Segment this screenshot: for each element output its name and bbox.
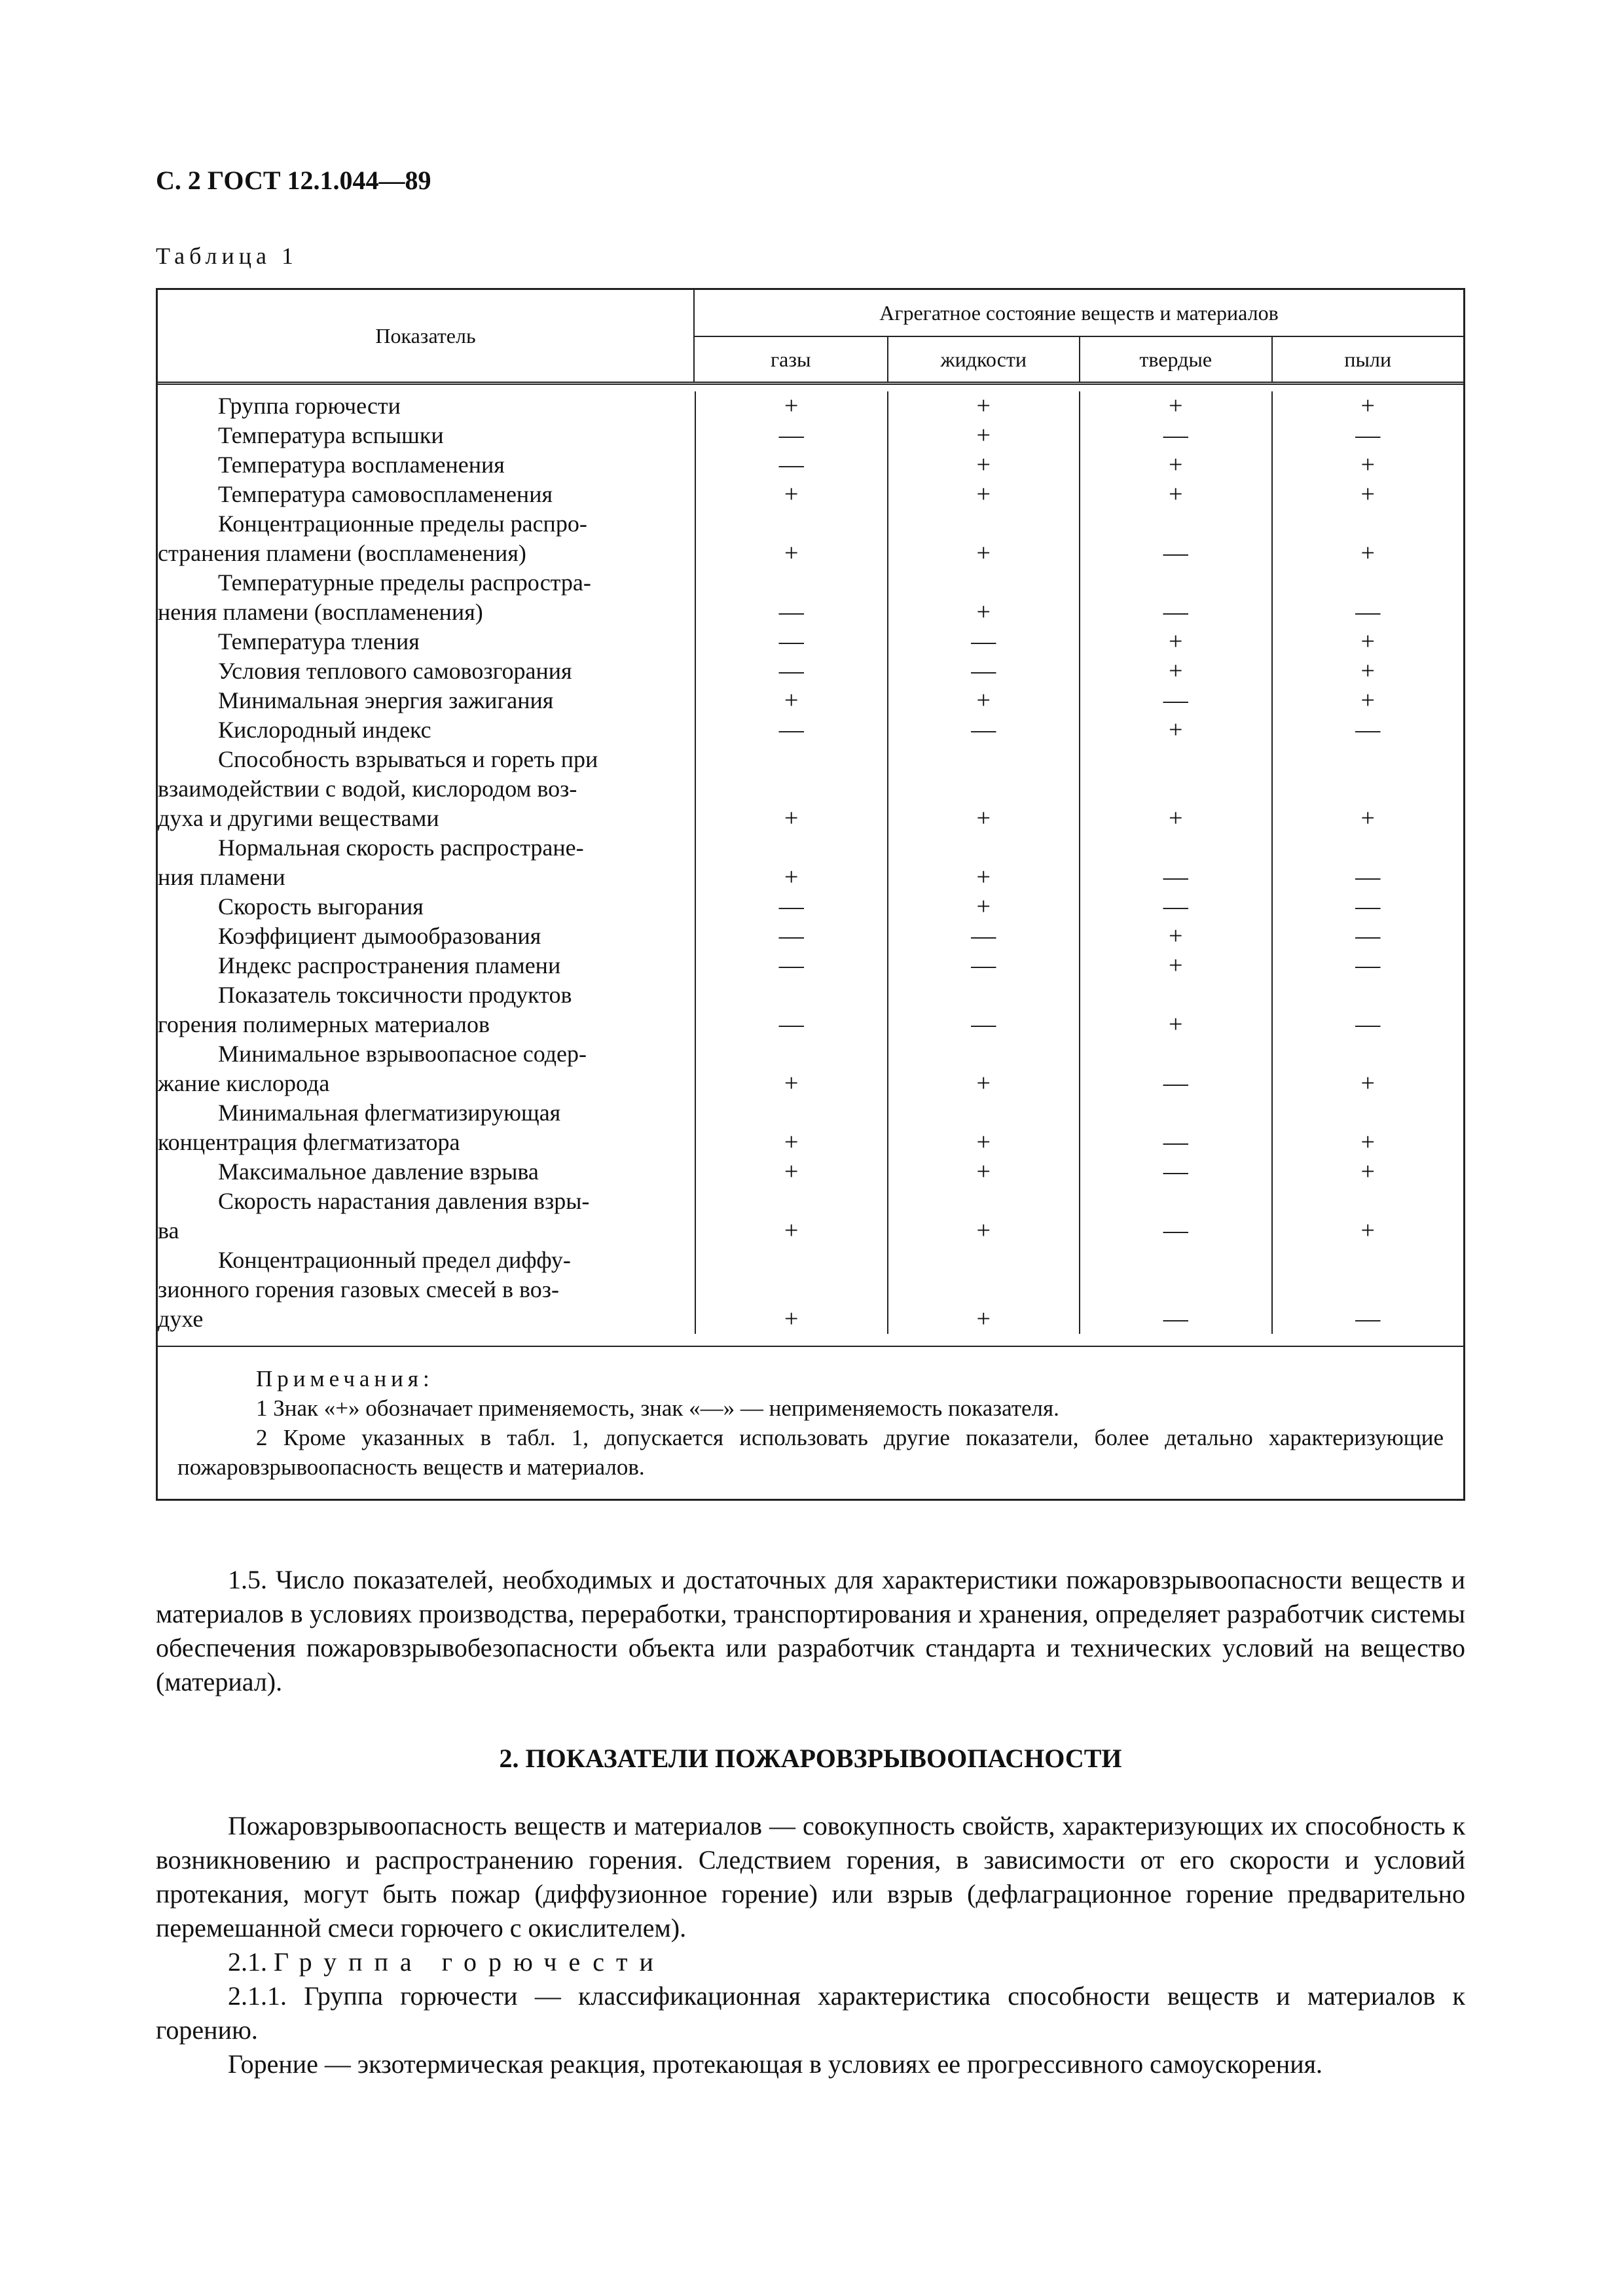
applicable-mark: + bbox=[1360, 628, 1375, 655]
applicable-mark: + bbox=[976, 863, 991, 891]
applicable-mark: + bbox=[1360, 539, 1375, 567]
table-header bbox=[158, 290, 1463, 385]
dusts-column bbox=[1271, 391, 1464, 1334]
note-1: 1 Знак «+» обозначает применяемость, знак «—» — неприменяемость показателя. bbox=[256, 1395, 1059, 1421]
applicable-mark: + bbox=[1360, 1128, 1375, 1156]
applicable-mark: + bbox=[976, 893, 991, 920]
applicable-mark: + bbox=[976, 480, 991, 508]
applicable-mark: + bbox=[1169, 392, 1183, 420]
indicator-line: горения полимерных материалов bbox=[158, 1011, 490, 1037]
indicator-line: Скорость нарастания давления взры- bbox=[218, 1188, 590, 1214]
indicator-line: ния пламени bbox=[158, 864, 285, 890]
indicator-line: Минимальное взрывоопасное содер- bbox=[218, 1041, 587, 1067]
applicable-mark: + bbox=[784, 863, 799, 891]
indicator-name bbox=[158, 391, 670, 421]
indicator-line: Условия теплового самовозгорания bbox=[218, 658, 572, 684]
table-body bbox=[158, 385, 1463, 1346]
applicable-mark: + bbox=[976, 539, 991, 567]
applicable-mark: + bbox=[1169, 480, 1183, 508]
paragraph-2-1-1: 2.1.1. Группа горючести — классификационная характеристика способности веществ и материалов к горению. bbox=[156, 1981, 1465, 2045]
not-applicable-mark: — bbox=[1355, 893, 1381, 920]
indicator-line: Коэффициент дымообразования bbox=[218, 923, 541, 949]
header-aggregate-state: Агрегатное состояние веществ и материалов bbox=[695, 290, 1463, 337]
not-applicable-mark: — bbox=[1163, 1217, 1188, 1244]
indicator-line: духа и другими веществами bbox=[158, 805, 439, 831]
applicable-mark: + bbox=[1169, 952, 1183, 979]
applicable-mark: + bbox=[1169, 804, 1183, 832]
liquids-column bbox=[887, 391, 1080, 1334]
not-applicable-mark: — bbox=[778, 1011, 804, 1038]
applicable-mark: + bbox=[976, 1217, 991, 1244]
applicable-mark: + bbox=[1360, 1069, 1375, 1097]
applicable-mark: + bbox=[784, 480, 799, 508]
applicable-mark: + bbox=[976, 1069, 991, 1097]
paragraph-section-2-intro: Пожаровзрывоопасность веществ и материалов — совокупность свойств, характеризующих их способность к возникновению и распространению горения. Следствием горения, в зависимости от его скорости и условий протекания, могут быть пожар (диффузионное горение) или взрыв (дефлаграционное горение предварительно перемешанной смеси горючего с окислителем). bbox=[156, 1811, 1465, 1943]
indicator-line: Показатель токсичности продуктов bbox=[218, 982, 572, 1008]
not-applicable-mark: — bbox=[1163, 1305, 1188, 1333]
indicator-line: нения пламени (воспламенения) bbox=[158, 599, 483, 625]
applicable-mark: + bbox=[1169, 657, 1183, 685]
indicator-line: концентрация флегматизатора bbox=[158, 1129, 460, 1155]
indicator-line: Минимальная энергия зажигания bbox=[218, 687, 554, 713]
applicable-mark: + bbox=[784, 1069, 799, 1097]
applicable-mark: + bbox=[976, 392, 991, 420]
applicable-mark: + bbox=[1360, 392, 1375, 420]
section-title: 2. ПОКАЗАТЕЛИ ПОЖАРОВЗРЫВООПАСНОСТИ bbox=[499, 1744, 1122, 1773]
indicator-name bbox=[158, 568, 670, 627]
not-applicable-mark: — bbox=[1163, 422, 1188, 449]
applicable-mark: + bbox=[976, 1158, 991, 1185]
header-indicator: Показатель bbox=[158, 290, 695, 382]
applicable-mark: + bbox=[1360, 687, 1375, 714]
indicator-line: Температурные пределы распростра- bbox=[218, 569, 591, 596]
indicator-name bbox=[158, 656, 670, 686]
table-caption: Таблица 1 bbox=[156, 243, 298, 269]
header-dusts: пыли bbox=[1271, 337, 1464, 382]
applicable-mark: + bbox=[1169, 1011, 1183, 1038]
not-applicable-mark: — bbox=[1355, 422, 1381, 449]
header-columns bbox=[695, 337, 1463, 382]
applicable-mark: + bbox=[1169, 716, 1183, 744]
not-applicable-mark: — bbox=[1163, 893, 1188, 920]
indicator-line: Скорость выгорания bbox=[218, 893, 424, 920]
indicator-name bbox=[158, 833, 670, 892]
paragraph-1-5: 1.5. Число показателей, необходимых и достаточных для характеристики пожаровзрывоопасности веществ и материалов в условиях производства, переработки, транспортирования и хранения, определяет разработчик системы обеспечения пожаровзрывобезопасности объекта или разработчик стандарта и технических условий на вещество (материал). bbox=[156, 1565, 1465, 1696]
indicator-line: Способность взрываться и гореть при bbox=[218, 746, 598, 772]
applicable-mark: + bbox=[1360, 1217, 1375, 1244]
indicator-line: духе bbox=[158, 1306, 204, 1332]
applicable-mark: + bbox=[976, 804, 991, 832]
not-applicable-mark: — bbox=[1355, 1011, 1381, 1038]
indicator-line: Температура воспламенения bbox=[218, 452, 505, 478]
applicable-mark: + bbox=[1169, 451, 1183, 478]
not-applicable-mark: — bbox=[971, 922, 996, 950]
indicator-line: Концентрационные пределы распро- bbox=[218, 511, 587, 537]
not-applicable-mark: — bbox=[778, 893, 804, 920]
not-applicable-mark: — bbox=[1355, 598, 1381, 626]
indicator-name bbox=[158, 627, 670, 656]
indicator-name bbox=[158, 450, 670, 480]
applicable-mark: + bbox=[1360, 804, 1375, 832]
indicator-line: Температура вспышки bbox=[218, 422, 444, 448]
indicator-name bbox=[158, 686, 670, 715]
indicator-name bbox=[158, 892, 670, 922]
applicable-mark: + bbox=[784, 804, 799, 832]
not-applicable-mark: — bbox=[1355, 922, 1381, 950]
indicator-name bbox=[158, 480, 670, 509]
indicator-line: Группа горючести bbox=[218, 393, 401, 419]
indicator-line: Температура самовоспламенения bbox=[218, 481, 553, 507]
applicable-mark: + bbox=[784, 1305, 799, 1333]
indicator-line: странения пламени (воспламенения) bbox=[158, 540, 526, 566]
not-applicable-mark: — bbox=[1163, 539, 1188, 567]
indicator-name bbox=[158, 951, 670, 980]
not-applicable-mark: — bbox=[1355, 1305, 1381, 1333]
applicable-mark: + bbox=[1360, 1158, 1375, 1185]
not-applicable-mark: — bbox=[1163, 1158, 1188, 1185]
not-applicable-mark: — bbox=[778, 451, 804, 478]
applicable-mark: + bbox=[976, 598, 991, 626]
note-2: 2 Кроме указанных в табл. 1, допускается использовать другие показатели, более детально характеризующие пожаровзрывоопасность веществ и материалов. bbox=[177, 1425, 1444, 1480]
not-applicable-mark: — bbox=[1355, 716, 1381, 744]
not-applicable-mark: — bbox=[1163, 1069, 1188, 1097]
page-header: С. 2 ГОСТ 12.1.044—89 bbox=[156, 166, 431, 195]
header-state-group bbox=[695, 290, 1463, 382]
indicator-line: ва bbox=[158, 1217, 179, 1244]
not-applicable-mark: — bbox=[971, 657, 996, 685]
indicator-name bbox=[158, 1187, 670, 1246]
not-applicable-mark: — bbox=[1163, 598, 1188, 626]
not-applicable-mark: — bbox=[971, 952, 996, 979]
not-applicable-mark: — bbox=[1163, 863, 1188, 891]
applicable-mark: + bbox=[976, 687, 991, 714]
indicator-name bbox=[158, 715, 670, 745]
not-applicable-mark: — bbox=[971, 628, 996, 655]
indicator-line: Температура тления bbox=[218, 628, 420, 655]
indicator-line: взаимодействии с водой, кислородом воз- bbox=[158, 776, 577, 802]
applicable-mark: + bbox=[976, 1305, 991, 1333]
not-applicable-mark: — bbox=[971, 716, 996, 744]
not-applicable-mark: — bbox=[971, 1011, 996, 1038]
applicable-mark: + bbox=[784, 1217, 799, 1244]
indicator-name bbox=[158, 1246, 670, 1334]
applicable-mark: + bbox=[976, 451, 991, 478]
header-gases: газы bbox=[771, 347, 811, 371]
indicator-name bbox=[158, 1098, 670, 1157]
indicator-name bbox=[158, 922, 670, 951]
not-applicable-mark: — bbox=[778, 598, 804, 626]
indicator-name bbox=[158, 1157, 670, 1187]
not-applicable-mark: — bbox=[778, 657, 804, 685]
not-applicable-mark: — bbox=[778, 716, 804, 744]
indicator-name bbox=[158, 980, 670, 1039]
applicable-mark: + bbox=[784, 392, 799, 420]
header-liquids: жидкости bbox=[887, 337, 1080, 382]
header-solids: твердые bbox=[1079, 337, 1271, 382]
not-applicable-mark: — bbox=[1163, 1128, 1188, 1156]
indicator-name bbox=[158, 421, 670, 450]
indicator-line: Максимальное давление взрыва bbox=[218, 1158, 539, 1185]
applicable-mark: + bbox=[1169, 628, 1183, 655]
applicable-mark: + bbox=[1360, 451, 1375, 478]
gases-column bbox=[695, 391, 887, 1334]
subsection-heading bbox=[228, 1945, 665, 1979]
applicable-mark: + bbox=[976, 422, 991, 449]
applicable-mark: + bbox=[784, 687, 799, 714]
indicator-name bbox=[158, 1039, 670, 1098]
not-applicable-mark: — bbox=[778, 952, 804, 979]
notes-title: Примечания: bbox=[256, 1366, 434, 1391]
indicator-line: Нормальная скорость распростране- bbox=[218, 834, 584, 861]
subsection-title: Группа горючести bbox=[274, 1947, 665, 1977]
indicators-table bbox=[156, 288, 1465, 1501]
applicable-mark: + bbox=[784, 1158, 799, 1185]
table-notes bbox=[158, 1346, 1463, 1499]
not-applicable-mark: — bbox=[778, 422, 804, 449]
indicator-line: Кислородный индекс bbox=[218, 717, 431, 743]
indicator-line: Индекс распространения пламени bbox=[218, 952, 561, 978]
not-applicable-mark: — bbox=[1355, 863, 1381, 891]
applicable-mark: + bbox=[1360, 480, 1375, 508]
indicator-line: Минимальная флегматизирующая bbox=[218, 1100, 561, 1126]
subsection-number: 2.1. bbox=[228, 1947, 267, 1977]
indicator-name bbox=[158, 745, 670, 833]
not-applicable-mark: — bbox=[1163, 687, 1188, 714]
applicable-mark: + bbox=[976, 1128, 991, 1156]
applicable-mark: + bbox=[784, 539, 799, 567]
applicable-mark: + bbox=[1360, 657, 1375, 685]
indicator-line: зионного горения газовых смесей в воз- bbox=[158, 1276, 560, 1302]
not-applicable-mark: — bbox=[1355, 952, 1381, 979]
indicator-name bbox=[158, 509, 670, 568]
indicator-line: Концентрационный предел диффу- bbox=[218, 1247, 571, 1273]
indicator-column bbox=[158, 391, 695, 1334]
applicable-mark: + bbox=[784, 1128, 799, 1156]
paragraph-combustion: Горение — экзотермическая реакция, протекающая в условиях ее прогрессивного самоускорения. bbox=[228, 2049, 1323, 2079]
solids-column bbox=[1079, 391, 1271, 1334]
not-applicable-mark: — bbox=[778, 922, 804, 950]
applicable-mark: + bbox=[1169, 922, 1183, 950]
indicator-line: жание кислорода bbox=[158, 1070, 330, 1096]
not-applicable-mark: — bbox=[778, 628, 804, 655]
